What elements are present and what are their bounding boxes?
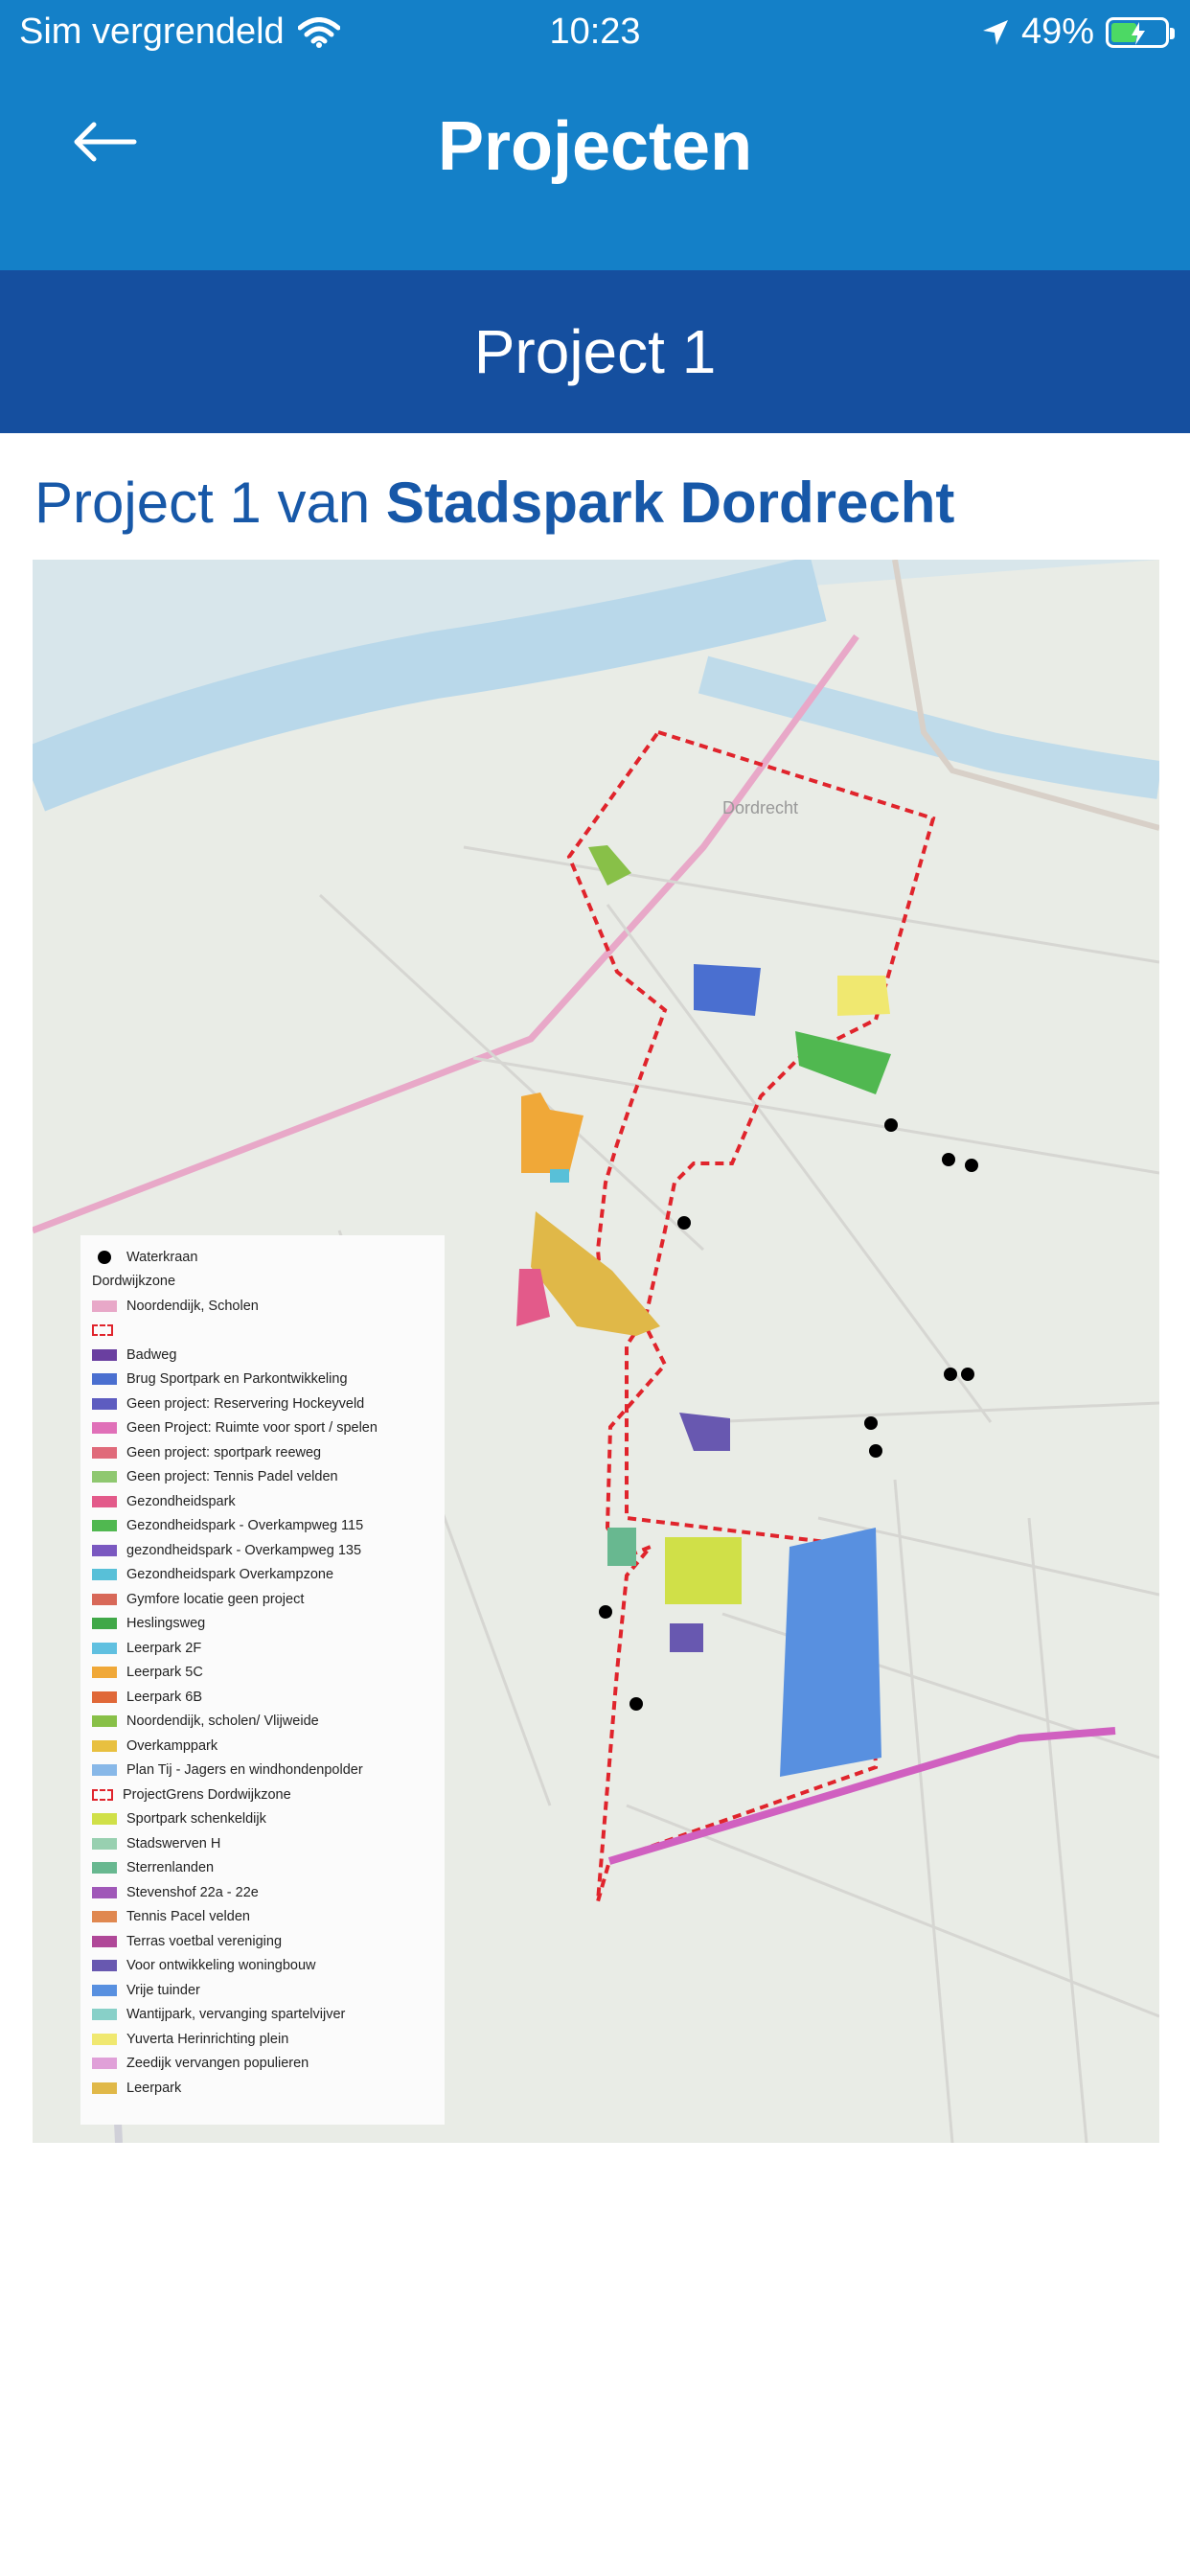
- legend-item-label: Noordendijk, scholen/ Vlijweide: [126, 1714, 319, 1730]
- legend-item: [92, 1807, 433, 1832]
- waterkraan-point-icon: [98, 1251, 111, 1264]
- legend-item-label: Voor ontwikkeling woningbouw: [126, 1958, 316, 1974]
- legend-item-label: Heslingsweg: [126, 1616, 206, 1632]
- legend-item-label: Stevenshof 22a - 22e: [126, 1884, 259, 1900]
- legend-color-swatch: [92, 1594, 117, 1605]
- legend-color-swatch: [92, 1471, 117, 1483]
- project-map[interactable]: [33, 560, 1159, 2143]
- legend-color-swatch: [92, 1960, 117, 1971]
- legend-color-swatch: [92, 1447, 117, 1459]
- legend-color-swatch: [92, 1691, 117, 1703]
- legend-item: [92, 2052, 433, 2077]
- legend-point-row: [92, 1245, 433, 1270]
- legend-color-swatch: [92, 2034, 117, 2045]
- legend-color-swatch: [92, 1667, 117, 1678]
- legend-color-swatch: [92, 1740, 117, 1752]
- legend-item: [92, 1294, 433, 1319]
- app-header: [0, 0, 1190, 270]
- legend-item: [92, 1343, 433, 1368]
- legend-item-label: Gezondheidspark: [126, 1493, 236, 1509]
- legend-color-swatch: [92, 1398, 117, 1410]
- legend-item-label: Badweg: [126, 1346, 177, 1363]
- battery-percentage: 49%: [1020, 12, 1094, 52]
- legend-item: [92, 2027, 433, 2052]
- legend-item: [92, 1440, 433, 1465]
- page-title: [34, 470, 954, 536]
- legend-color-swatch: [92, 1936, 117, 1947]
- project-subheader: Project 1: [0, 270, 1190, 433]
- legend-item: [92, 2076, 433, 2101]
- legend-item-label: ProjectGrens Dordwijkzone: [123, 1786, 291, 1803]
- legend-color-swatch: [92, 1373, 117, 1385]
- legend-color-swatch: [92, 1715, 117, 1727]
- legend-color-swatch: [92, 1569, 117, 1580]
- legend-item-label: Sportpark schenkeldijk: [126, 1811, 266, 1828]
- legend-item-label: Leerpark 2F: [126, 1640, 202, 1656]
- legend-item-label: Gezondheidspark Overkampzone: [126, 1567, 334, 1583]
- legend-item: [92, 1759, 433, 1783]
- legend-item: [92, 2003, 433, 2028]
- legend-color-swatch: [92, 1764, 117, 1776]
- legend-item-label: Noordendijk, Scholen: [126, 1298, 259, 1314]
- legend-group-title: Dordwijkzone: [92, 1274, 176, 1290]
- legend-item-label: Geen project: Tennis Padel velden: [126, 1469, 338, 1485]
- legend-item: [92, 1538, 433, 1563]
- legend-item: [92, 1685, 433, 1710]
- legend-color-swatch: [92, 1862, 117, 1874]
- status-time: 10:23: [549, 12, 641, 52]
- legend-item: [92, 1734, 433, 1759]
- legend-color-swatch: [92, 1300, 117, 1312]
- legend-item: [92, 1905, 433, 1930]
- legend-item: [92, 1612, 433, 1637]
- legend-item-label: Tennis Pacel velden: [126, 1909, 250, 1925]
- legend-item-label: Stadswerven H: [126, 1835, 221, 1852]
- legend-item-label: Sterrenlanden: [126, 1860, 215, 1876]
- carrier-text: Sim vergrendeld: [19, 12, 285, 52]
- legend-color-swatch: [92, 1349, 117, 1361]
- legend-item: [92, 1954, 433, 1979]
- legend-item: [92, 1856, 433, 1881]
- status-right-group: [981, 12, 1169, 53]
- legend-item-label: Leerpark: [126, 2080, 182, 2096]
- legend-item-label: Geen project: Reservering Hockeyveld: [126, 1395, 365, 1412]
- page-title-prefix: Project 1 van: [34, 471, 371, 535]
- legend-color-swatch: [92, 1643, 117, 1654]
- location-arrow-icon: [981, 18, 1010, 47]
- legend-color-swatch: [92, 1813, 117, 1825]
- legend-item-label: Leerpark 6B: [126, 1689, 202, 1705]
- legend-item: [92, 1563, 433, 1588]
- legend-item: [92, 1661, 433, 1686]
- legend-color-swatch: [92, 2058, 117, 2069]
- legend-item-label: Overkamppark: [126, 1737, 218, 1754]
- map-city-label: Dordrecht: [722, 798, 799, 817]
- legend-color-swatch: [92, 1496, 117, 1507]
- legend-item: [92, 1831, 433, 1856]
- legend-item: [92, 1489, 433, 1514]
- legend-item: [92, 1587, 433, 1612]
- page-title-project-name: Stadspark Dordrecht: [385, 471, 955, 535]
- legend-item: [92, 1465, 433, 1490]
- legend-item-label: Brug Sportpark en Parkontwikkeling: [126, 1371, 348, 1388]
- legend-item: [92, 1978, 433, 2003]
- legend-dashed-boundary-swatch: [92, 1324, 113, 1336]
- nav-bar: [0, 86, 1190, 211]
- legend-item-label: Geen Project: Ruimte voor sport / spelen: [126, 1420, 378, 1437]
- legend-item-label: Plan Tij - Jagers en windhondenpolder: [126, 1762, 363, 1779]
- legend-item: [92, 1368, 433, 1392]
- legend-color-swatch: [92, 1520, 117, 1531]
- legend-dashed-boundary-swatch: [92, 1789, 113, 1801]
- status-bar: [0, 0, 1190, 67]
- legend-item: [92, 1782, 433, 1807]
- legend-item: [92, 1710, 433, 1735]
- legend-item-label: Vrije tuinder: [126, 1982, 200, 1998]
- battery-charging-icon: [1106, 17, 1169, 48]
- legend-item: [92, 1514, 433, 1539]
- legend-group-title-row: [92, 1270, 433, 1295]
- legend-item-label: Wantijpark, vervanging spartelvijver: [126, 2007, 346, 2023]
- legend-color-swatch: [92, 1985, 117, 1996]
- legend-item-label: Terras voetbal vereniging: [126, 1933, 283, 1949]
- legend-point-label: Waterkraan: [126, 1249, 198, 1265]
- legend-item-label: Zeedijk vervangen populieren: [126, 2056, 309, 2072]
- legend-item: [92, 1319, 433, 1344]
- legend-color-swatch: [92, 2082, 117, 2094]
- legend-color-swatch: [92, 1618, 117, 1629]
- legend-color-swatch: [92, 2009, 117, 2020]
- nav-title: Projecten: [437, 108, 753, 185]
- legend-color-swatch: [92, 1838, 117, 1850]
- legend-color-swatch: [92, 1911, 117, 1922]
- legend-item: [92, 1392, 433, 1416]
- legend-item-label: Geen project: sportpark reeweg: [126, 1444, 322, 1460]
- legend-item: [92, 1636, 433, 1661]
- legend-item-label: Gezondheidspark - Overkampweg 115: [126, 1518, 364, 1534]
- legend-color-swatch: [92, 1422, 117, 1434]
- legend-item: [92, 1880, 433, 1905]
- legend-item-label: Gymfore locatie geen project: [126, 1591, 305, 1607]
- legend-item-label: gezondheidspark - Overkampweg 135: [126, 1542, 362, 1558]
- legend-item: [92, 1416, 433, 1441]
- map-legend: [80, 1235, 445, 2125]
- legend-item: [92, 1929, 433, 1954]
- legend-item-label: Leerpark 5C: [126, 1665, 203, 1681]
- legend-item-label: Yuverta Herinrichting plein: [126, 2031, 289, 2047]
- legend-color-swatch: [92, 1887, 117, 1898]
- legend-color-swatch: [92, 1545, 117, 1556]
